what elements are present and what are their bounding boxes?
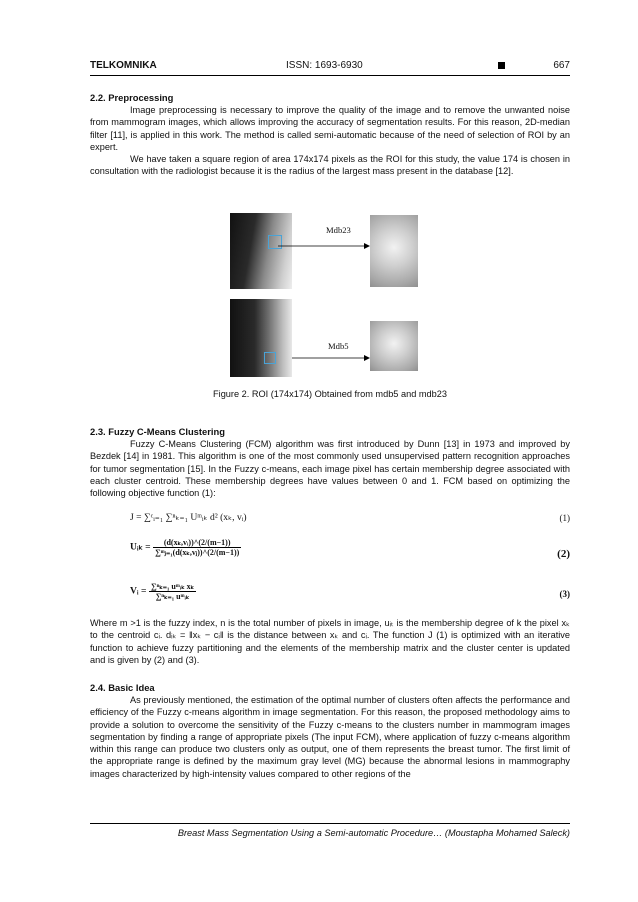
figure-2 xyxy=(230,213,410,383)
section-title-basic-idea: 2.4. Basic Idea xyxy=(90,682,155,693)
equation-2 xyxy=(130,538,241,557)
figure-caption: Figure 2. ROI (174x174) Obtained from mdb5 and mdb23 xyxy=(213,389,447,399)
preprocessing-paragraph-2: We have taken a square region of area 174x174 pixels as the ROI for this study, the value 174 is chosen in consultation with the radiologist because it is the radius of the largest mass present in the database [12]. xyxy=(90,154,570,177)
equation-1-number: (1) xyxy=(559,513,570,523)
equation-2-fraction xyxy=(153,538,241,557)
label-mdb5: Mdb5 xyxy=(328,341,349,351)
equation-3-fraction xyxy=(149,582,196,601)
square-bullet-icon xyxy=(498,62,505,69)
equation-3-denominator: ∑ⁿₖ₌₁ uᵐᵢₖ xyxy=(155,592,190,601)
mammogram-image-mdb5 xyxy=(230,299,292,377)
page-number: 667 xyxy=(553,60,570,71)
equation-1: J = ∑ᶜᵢ₌₁ ∑ⁿₖ₌₁ Uᵐᵢₖ d² (xₖ, vᵢ) xyxy=(130,512,247,523)
running-header xyxy=(90,60,570,76)
equation-3-numerator: ∑ⁿₖ₌₁ uᵐᵢₖ xₖ xyxy=(150,582,195,591)
equation-3 xyxy=(130,582,196,601)
equation-2-lhs: Uᵢₖ = xyxy=(130,541,151,553)
section-title-preprocessing: 2.2. Preprocessing xyxy=(90,92,174,103)
equation-2-number: (2) xyxy=(557,548,570,560)
equation-3-lhs: Vᵢ = xyxy=(130,585,147,597)
equation-2-denominator: ∑ᵐⱼ₌₁(d(xₖ,vⱼ))^(2/(m−1)) xyxy=(155,548,240,557)
preprocessing-paragraph-1: Image preprocessing is necessary to improve the quality of the image and to remove the unwanted noise from mammogram images, which allows improving the accuracy of segmentation results. For this reason, 2D-median filter [11], is applied in this work. The method is called semi-automatic because of the need of selection of ROI by an expert. xyxy=(90,105,570,152)
header-rule xyxy=(90,75,570,76)
equation-2-numerator: (d(xₖ,vᵢ))^(2/(m−1)) xyxy=(153,538,241,548)
roi-crop-mdb5 xyxy=(370,321,418,371)
fcm-paragraph-2: Where m >1 is the fuzzy index, n is the total number of pixels in image, uᵢₜ is the membership degree of k the pixel xₖ to the centroid cᵢ. dᵢₖ = ‖xₖ − cᵢ‖ is the distance between xₖ and cᵢ. The function J (1) is optimized with an iterative function to achieve fuzzy partitioning and the elements of the membership matrix and the cluster center is updated and is given by (2) and (3). xyxy=(90,618,570,665)
equation-3-number: (3) xyxy=(559,589,570,599)
running-footer: Breast Mass Segmentation Using a Semi-automatic Procedure… (Moustapha Mohamed Saleck) xyxy=(177,828,570,838)
footer-rule xyxy=(90,823,570,824)
label-mdb23: Mdb23 xyxy=(326,225,351,235)
roi-box-mdb5 xyxy=(264,352,276,364)
journal-name: TELKOMNIKA xyxy=(90,60,157,71)
basic-idea-paragraph: As previously mentioned, the estimation of the optimal number of clusters often affects the performance and efficiency of the Fuzzy c-means algorithm in image segmentation. For this reason, the proposed methodology aims to provide a solution to overcome the sensitivity of the Fuzzy c-means to the clusters number in mammogram images segmentation by finding a range of appropriate pixels (The input FCM), where application of fuzzy c-means algorithm within this range can produce two clusters only as output, one of them represents the breast tumor. The first limit of the appropriate range is defined by the maximum gray level (MG) because the abnormal lesions in mammography images characterized by high-intensity values compared to other regions of the xyxy=(90,695,570,779)
issn: ISSN: 1693-6930 xyxy=(286,60,363,71)
fcm-paragraph-1: Fuzzy C-Means Clustering (FCM) algorithm was first introduced by Dunn [13] in 1973 and improved by Bezdek [14] in 1981. This algorithm is one of the most commonly used unsupervised pattern recognition approaches for tumor segmentation [15]. In the Fuzzy c-means, each image pixel has certain membership degree associated with each cluster centroid. These membership degrees have values between 0 and 1. FCM based on optimizing the following objective function (1): xyxy=(90,439,570,499)
section-title-fcm: 2.3. Fuzzy C-Means Clustering xyxy=(90,426,225,437)
